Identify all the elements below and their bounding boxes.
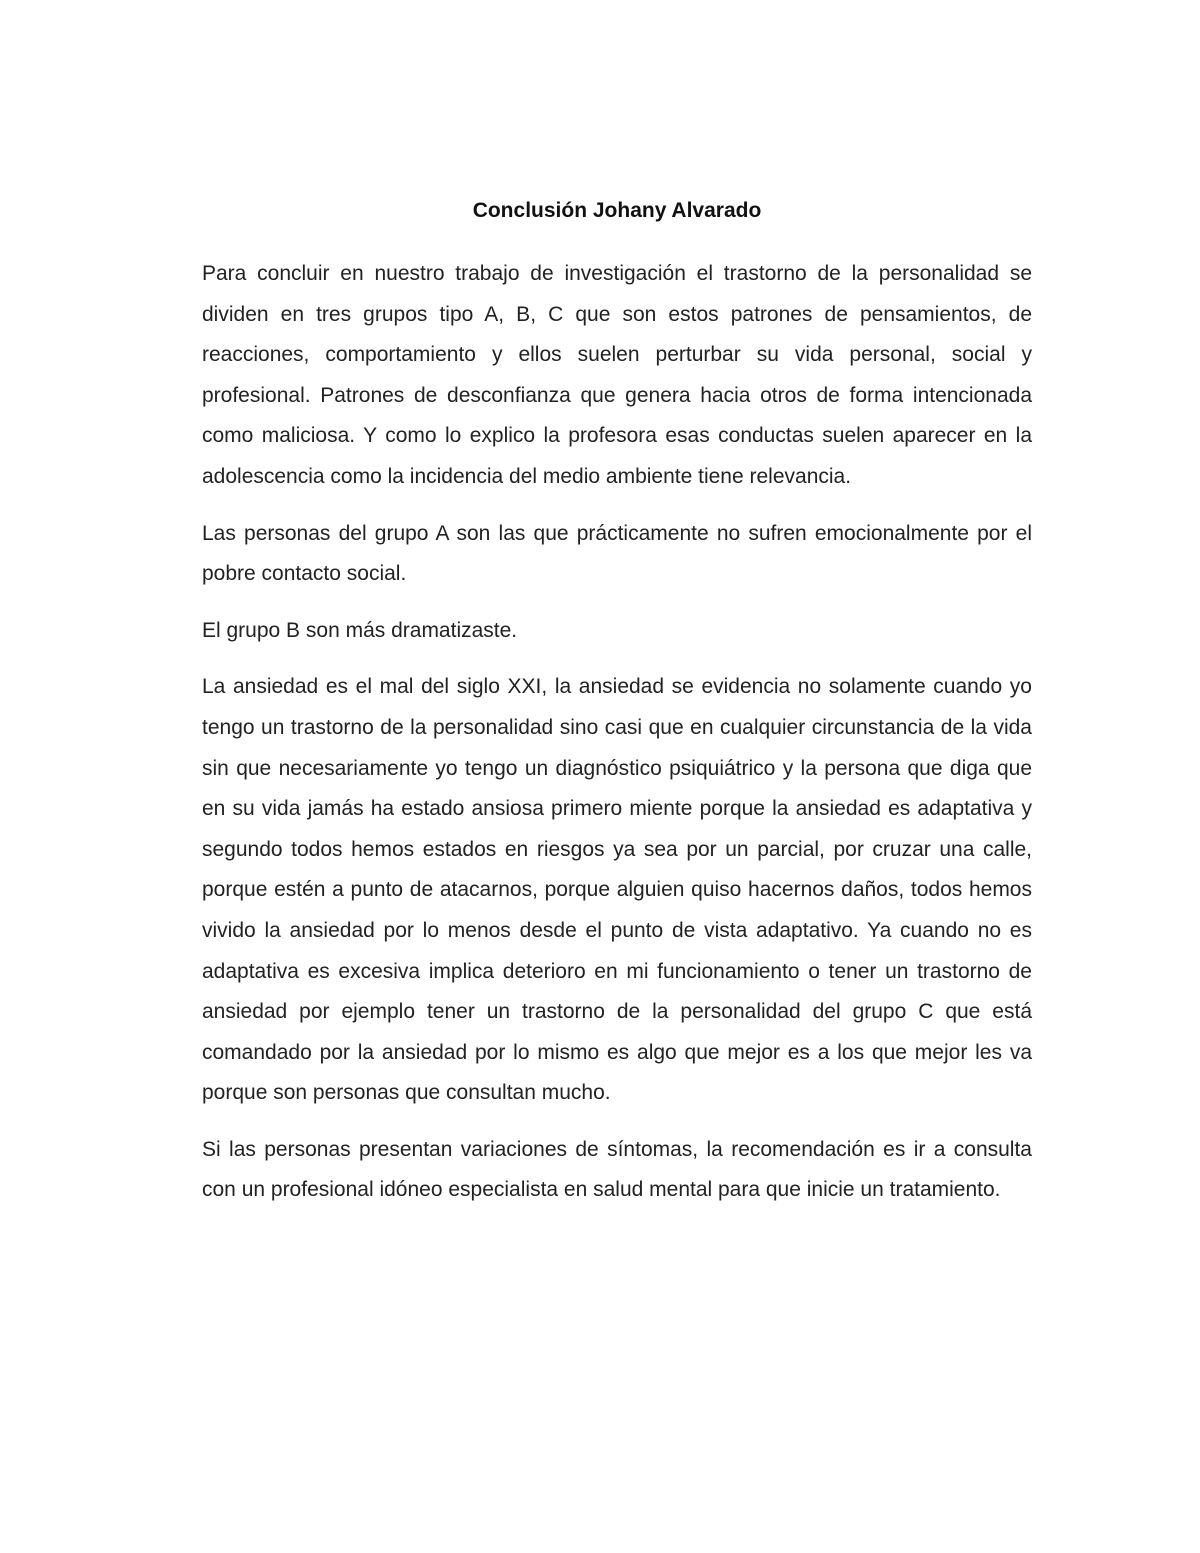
document-title: Conclusión Johany Alvarado bbox=[472, 199, 762, 222]
paragraph-group-a: Las personas del grupo A son las que prácticamente no sufren emocionalmente por el pobre contacto social. bbox=[202, 521, 1032, 586]
paragraph-intro: Para concluir en nuestro trabajo de investigación el trastorno de la personalidad se dividen en tres grupos tipo A, B, C que son estos patrones de pensamientos, de reacciones, comportamiento y ellos suelen perturbar su vida personal, social y profesional. Patrones de desconfianza que genera hacia otros de forma intencionada como maliciosa. Y como lo explico la profesora esas conductas suelen aparecer en la adolescencia como la incidencia del medio ambiente tiene relevancia. bbox=[202, 262, 1032, 488]
paragraph-anxiety: La ansiedad es el mal del siglo XXI, la ansiedad se evidencia no solamente cuando yo tengo un trastorno de la personalidad sino casi que en cualquier circunstancia de la vida sin que necesariamente yo tengo un diagnóstico psiquiátrico y la persona que diga que en su vida jamás ha estado ansiosa primero miente porque la ansiedad es adaptativa y segundo todos hemos estados en riesgos ya sea por un parcial, por cruzar una calle, porque estén a punto de atacarnos, porque alguien quiso hacernos daños, todos hemos vivido la ansiedad por lo menos desde el punto de vista adaptativo. Ya cuando no es adaptativa es excesiva implica deterioro en mi funcionamiento o tener un trastorno de ansiedad por ejemplo tener un trastorno de la personalidad del grupo C que está comandado por la ansiedad por lo mismo es algo que mejor es a los que mejor les va porque son personas que consultan mucho. bbox=[202, 675, 1032, 1105]
paragraph-recommendation: Si las personas presentan variaciones de síntomas, la recomendación es ir a consulta con un profesional idóneo especialista en salud mental para que inicie un tratamiento. bbox=[202, 1137, 1032, 1202]
document-body bbox=[202, 196, 1032, 1227]
paragraph-group-b: El grupo B son más dramatizaste. bbox=[202, 618, 518, 642]
